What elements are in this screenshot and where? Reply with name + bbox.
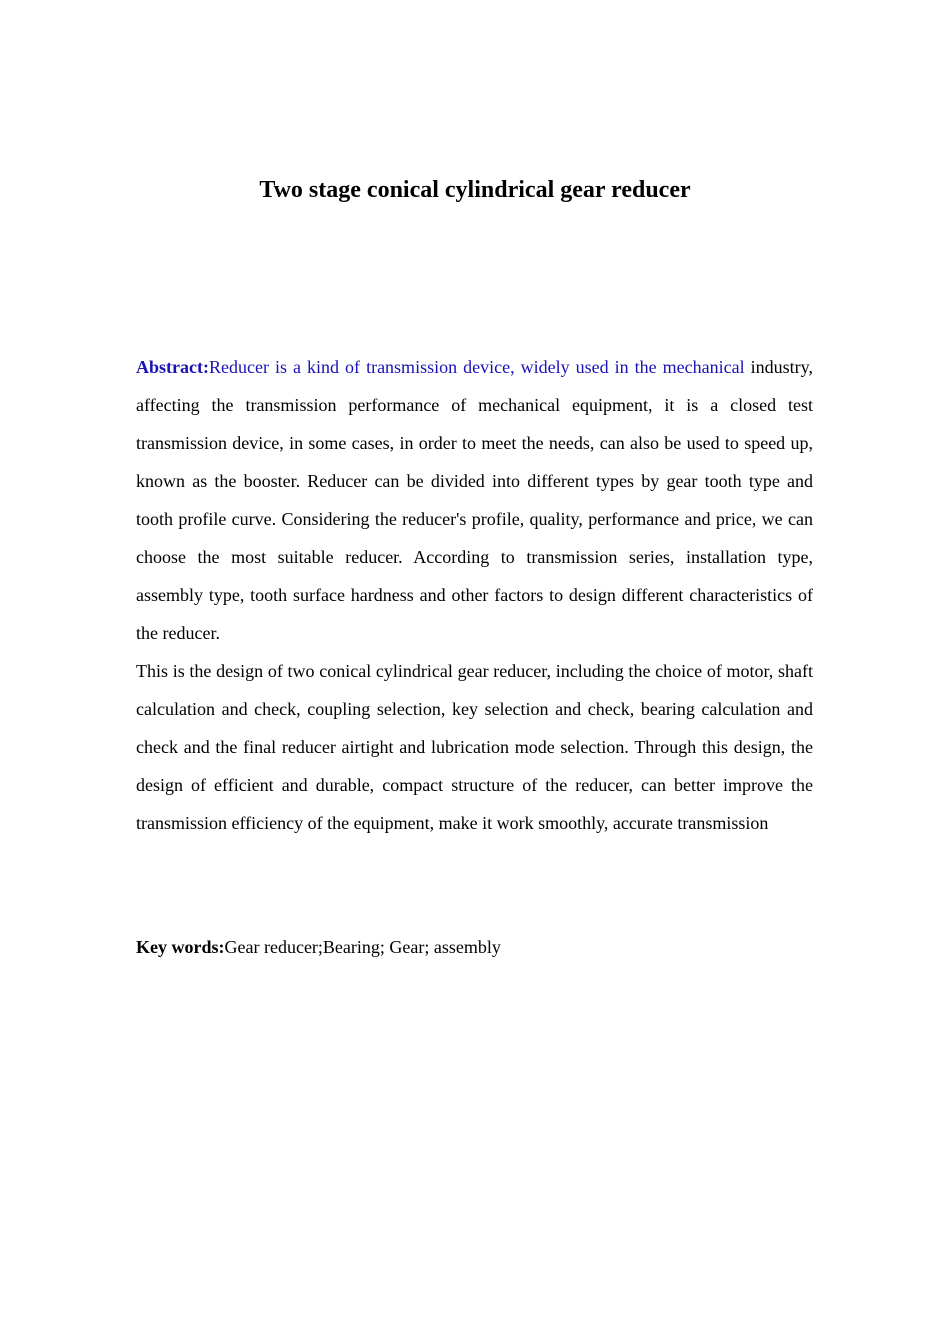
keywords-label: Key words: (136, 937, 225, 957)
design-paragraph: This is the design of two conical cylindrical gear reducer, including the choice of motor, shaft calculation and check, coupling selection, key selection and check, bearing calculation and check and the final reducer airtight and lubrication mode selection. Through this design, the design of efficient and durable, compact structure of the reducer, can better improve the transmission efficiency of the equipment, make it work smoothly, accurate transmission (136, 661, 813, 833)
document-title: Two stage conical cylindrical gear reducer (259, 177, 691, 203)
keywords-text: Gear reducer;Bearing; Gear; assembly (224, 937, 501, 957)
abstract-paragraph (136, 348, 813, 652)
abstract-highlighted-text: Reducer is a kind of transmission device, widely used in the mechanical (208, 357, 745, 377)
keywords-line (136, 928, 813, 966)
abstract-label: Abstract: (136, 357, 209, 377)
abstract-text: industry, affecting the transmission performance of mechanical equipment, it is a closed test transmission device, in some cases, in order to meet the needs, can also be used to speed up, known as the booster. Reducer can be divided into different types by gear tooth type and tooth profile curve. Considering the reducer's profile, quality, performance and price, we can choose the most suitable reducer. According to transmission series, installation type, assembly type, tooth surface hardness and other factors to design different characteristics of the reducer. (136, 357, 813, 643)
